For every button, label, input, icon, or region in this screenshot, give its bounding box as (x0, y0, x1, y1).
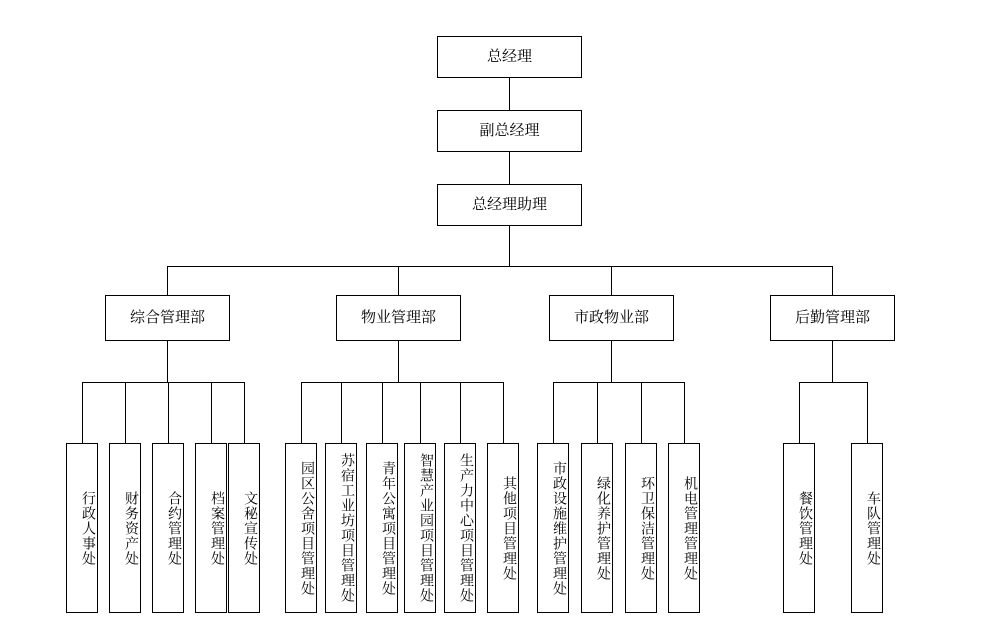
unit-node-label: 生产力中心项目管理处 (459, 453, 475, 603)
connector-line (244, 382, 245, 443)
connector-line (509, 78, 510, 110)
connector-line (503, 382, 504, 443)
unit-node-u2 (109, 443, 141, 613)
department-node-label: 市政物业部 (573, 308, 649, 326)
connector-line (341, 382, 342, 443)
unit-node-label: 文秘宣传处 (243, 490, 259, 566)
connector-line (799, 382, 867, 383)
unit-node-label: 财务资产处 (124, 490, 140, 566)
connector-line (382, 382, 383, 443)
exec-node-agm (437, 184, 582, 226)
unit-node-label: 绿化养护管理处 (596, 475, 612, 581)
connector-line (867, 382, 868, 443)
unit-node-u11 (487, 443, 519, 613)
connector-line (553, 382, 554, 443)
connector-line (168, 382, 169, 443)
unit-node-u10 (444, 443, 476, 613)
department-node-label: 物业管理部 (360, 308, 436, 326)
connector-line (611, 266, 612, 295)
unit-node-u1 (66, 443, 98, 613)
connector-line (420, 382, 421, 443)
connector-line (611, 341, 612, 382)
connector-line (597, 382, 598, 443)
connector-line (301, 382, 302, 443)
unit-node-label: 档案管理处 (210, 490, 226, 566)
department-node-d1 (105, 295, 230, 341)
department-node-label: 综合管理部 (129, 308, 205, 326)
connector-line (82, 382, 83, 443)
unit-node-label: 餐饮管理处 (798, 490, 814, 566)
unit-node-u15 (668, 443, 700, 613)
connector-line (211, 382, 212, 443)
connector-line (398, 266, 399, 295)
connector-line (832, 341, 833, 382)
unit-node-label: 苏宿工业坊项目管理处 (340, 453, 356, 603)
connector-line (509, 226, 510, 266)
connector-line (684, 382, 685, 443)
connector-line (641, 382, 642, 443)
connector-line (125, 382, 126, 443)
connector-line (799, 382, 800, 443)
unit-node-label: 智慧产业园项目管理处 (419, 453, 435, 603)
unit-node-label: 环卫保洁管理处 (640, 475, 656, 581)
unit-node-label: 其他项目管理处 (502, 475, 518, 581)
connector-line (460, 382, 461, 443)
unit-node-u13 (581, 443, 613, 613)
department-node-label: 后勤管理部 (794, 308, 870, 326)
unit-node-u3 (152, 443, 184, 613)
connector-line (301, 382, 503, 383)
unit-node-u12 (537, 443, 569, 613)
exec-node-dgm (437, 110, 582, 152)
department-node-d3 (549, 295, 674, 341)
unit-node-u14 (625, 443, 657, 613)
connector-line (82, 382, 244, 383)
connector-line (832, 266, 833, 295)
unit-node-label: 合约管理处 (167, 490, 183, 566)
department-node-d4 (770, 295, 895, 341)
connector-line (167, 266, 833, 267)
connector-line (509, 152, 510, 184)
exec-node-gm (437, 36, 582, 78)
unit-node-u16 (783, 443, 815, 613)
unit-node-u8 (366, 443, 398, 613)
connector-line (167, 266, 168, 295)
unit-node-label: 机电管理管理处 (683, 475, 699, 581)
connector-line (553, 382, 684, 383)
unit-node-u6 (285, 443, 317, 613)
unit-node-label: 市政设施维护管理处 (552, 460, 568, 596)
unit-node-label: 行政人事处 (81, 490, 97, 566)
unit-node-u17 (851, 443, 883, 613)
unit-node-label: 园区公舍项目管理处 (300, 460, 316, 596)
exec-node-label: 副总经理 (479, 121, 540, 139)
exec-node-label: 总经理 (486, 47, 532, 65)
connector-line (398, 341, 399, 382)
department-node-d2 (336, 295, 461, 341)
exec-node-label: 总经理助理 (471, 195, 547, 213)
unit-node-label: 车队管理处 (866, 490, 882, 566)
unit-node-u7 (325, 443, 357, 613)
connector-line (167, 341, 168, 382)
unit-node-u9 (404, 443, 436, 613)
unit-node-u5 (228, 443, 260, 613)
unit-node-u4 (195, 443, 227, 613)
unit-node-label: 青年公寓项目管理处 (381, 460, 397, 596)
